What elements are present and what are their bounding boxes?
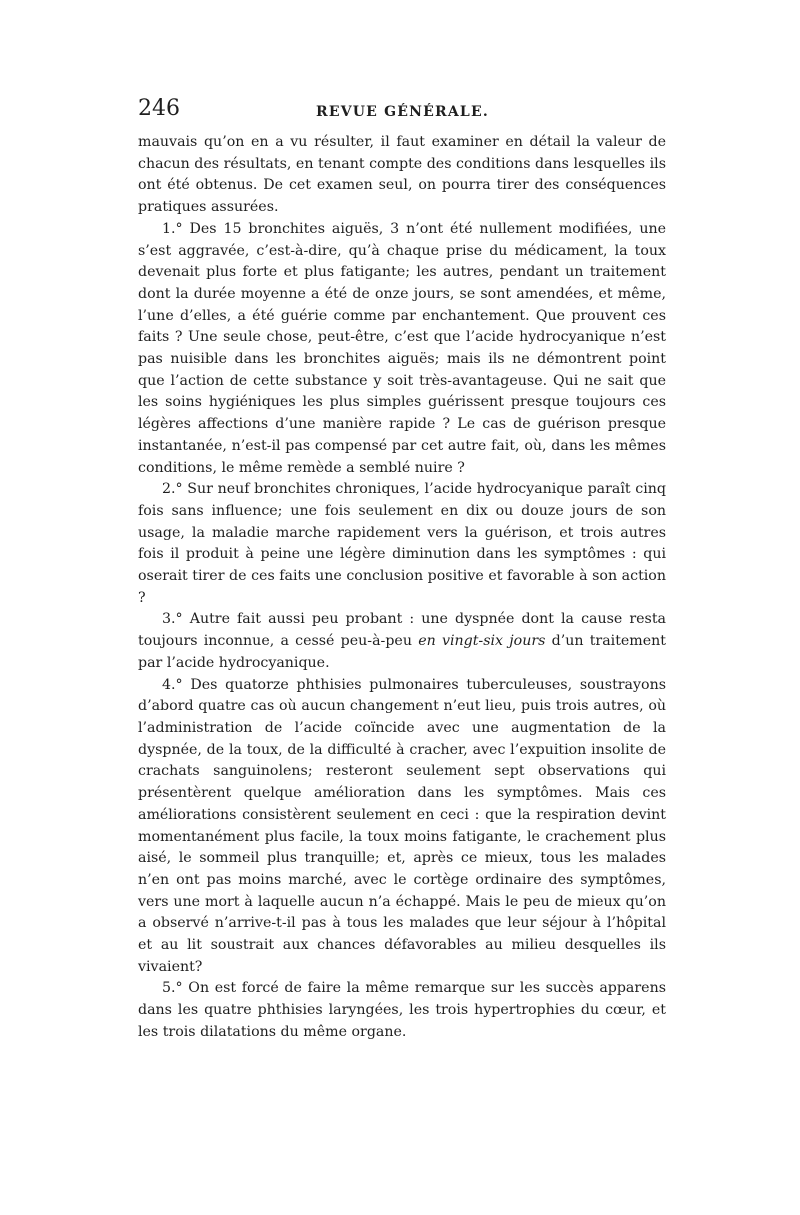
page-number: 246 [138, 96, 180, 121]
book-page [138, 98, 666, 1044]
paragraph-laryngeal-phthisis: 5.° On est forcé de faire la même remarque sur les succès apparens dans les quatre phthisies laryngées, les trois hypertrophies du cœur, et les trois dilatations du même organe. [138, 980, 666, 1040]
paragraph-dyspnea-end: d’un traitement par l’acide hydrocyanique. [138, 633, 666, 671]
page-header [138, 98, 666, 132]
paragraph-dyspnea-text: 3.° Autre fait aussi peu probant : une dyspnée dont la cause resta toujours inconnue, a cessé peu-à-peu [138, 611, 666, 650]
italic-phrase: en vingt-six jours [418, 633, 546, 650]
body-text [138, 132, 666, 1044]
running-title: REVUE GÉNÉRALE. [316, 104, 489, 120]
paragraph-continuation: mauvais qu’on en a vu résulter, il faut examiner en détail la valeur de chacun des résultats, en tenant compte des conditions dans lesquelles ils ont été obtenus. De cet examen seul, on pourra tirer des conséquences pratiques assurées. [138, 134, 666, 216]
paragraph-pulmonary-phthisis: 4.° Des quatorze phthisies pulmonaires tuberculeuses, soustrayons d’abord quatre cas où aucun changement n’eut lieu, puis trois autres, où l’administration de l’acide coïncide avec une augmentation de la dyspnée, de la toux, de la difficulté à cracher, avec l’expuition insolite de crachats sanguinolens; resteront seulement sept observations qui présentèrent quelque amélioration dans les symptômes. Mais ces améliorations consistèrent seulement en ceci : que la respiration devint momentanément plus facile, la toux moins fatigante, le crachement plus aisé, le sommeil plus tranquille; et, après ce mieux, tous les malades n’en ont pas moins marché, avec le cortège ordinaire des symptômes, vers une mort à laquelle aucun n’a échappé. Mais le peu de mieux qu’on a observé n’arrive-t-il pas à tous les malades que leur séjour à l’hôpital et au lit soustrait aux chances défavorables au milieu desquelles ils vivaient? [138, 676, 666, 975]
paragraph-dyspnea [138, 609, 666, 674]
paragraph-acute-bronchitis: 1.° Des 15 bronchites aiguës, 3 n’ont été nullement modifiées, une s’est aggravée, c’est-à-dire, qu’à chaque prise du médicament, la toux devenait plus forte et plus fatigante; les autres, pendant un traitement dont la durée moyenne a été de onze jours, se sont amendées, et même, l’une d’elles, a été guérie comme par enchantement. Que prouvent ces faits ? Une seule chose, peut-être, c’est que l’acide hydrocyanique n’est pas nuisible dans les bronchites aiguës; mais ils ne démontrent point que l’action de cette substance y soit très-avantageuse. Qui ne sait que les soins hygiéniques les plus simples guérissent presque toujours ces légères affections d’une manière rapide ? Le cas de guérison presque instantanée, n’est-il pas compensé par cet autre fait, où, dans les mêmes conditions, le même remède a semblé nuire ? [138, 220, 666, 476]
paragraph-chronic-bronchitis: 2.° Sur neuf bronchites chroniques, l’acide hydrocyanique paraît cinq fois sans influence; une fois seulement en dix ou douze jours de son usage, la maladie marche rapidement vers la guérison, et trois autres fois il produit à peine une légère diminution dans les symptômes : qui oserait tirer de ces faits une conclusion positive et favorable à son action ? [138, 481, 666, 606]
